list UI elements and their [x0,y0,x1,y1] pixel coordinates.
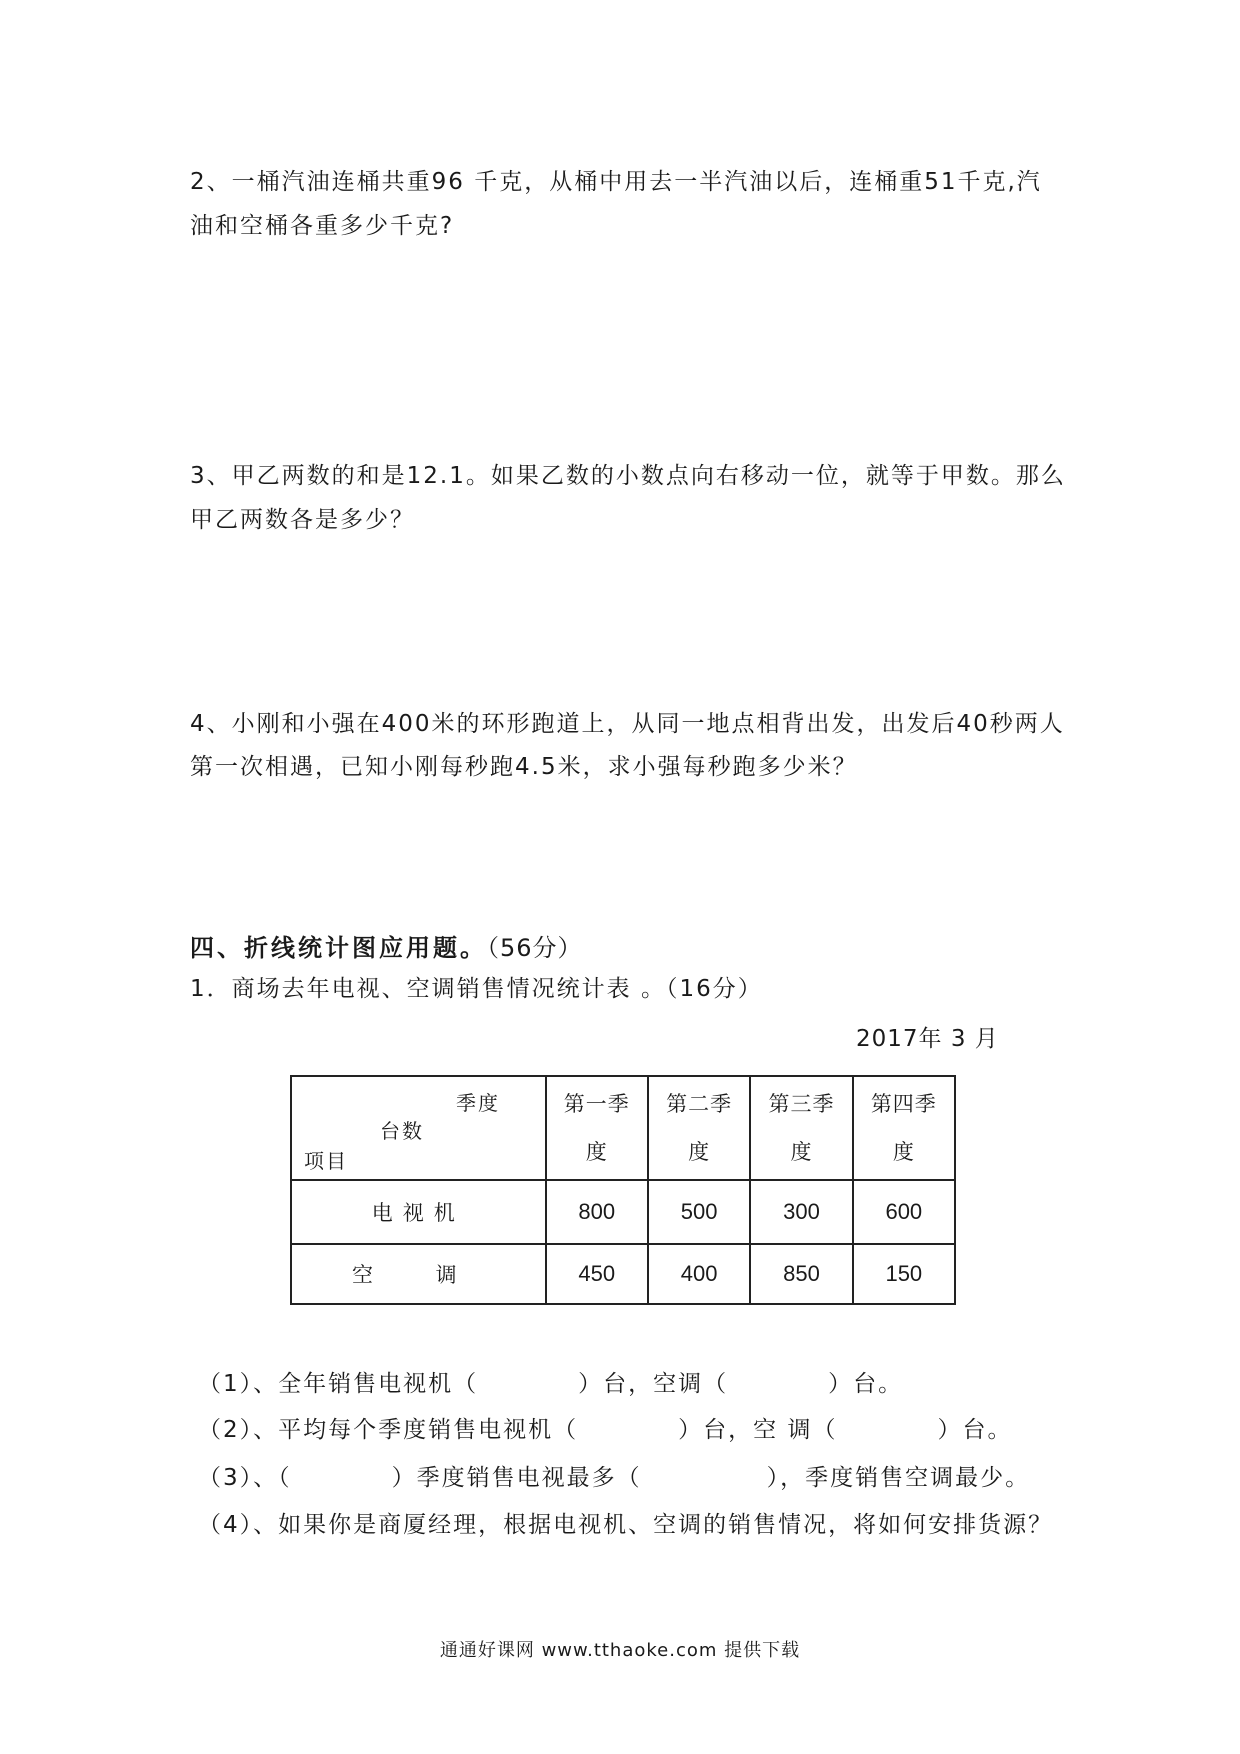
question-4-line-1: 4、小刚和小强在400米的环形跑道上，从同一地点相背出发，出发后40秒两人 [190,711,1065,737]
column-header-q4-line2: 度 [892,1140,915,1164]
header-season-label: 季度 [456,1091,500,1115]
question-3-line-2: 甲乙两数各是多少？ [190,507,415,533]
column-header-q4-line1: 第四季 [870,1092,937,1116]
table-date: 2017年 3 月 [856,1026,999,1052]
section-score: （56分） [487,934,583,962]
column-header-q1-line1: 第一季 [563,1092,630,1116]
section-title: 四、折线统计图应用题。 [190,934,487,962]
column-header-q3 [750,1076,852,1180]
table-row-ac [291,1244,955,1304]
subquestion-4: （4）、如果你是商厦经理，根据电视机、空调的销售情况，将如何安排货源？ [198,1512,1054,1538]
cell-tv-q4: 600 [853,1180,955,1244]
column-header-q3-line1: 第三季 [768,1092,835,1116]
column-header-q4 [853,1076,955,1180]
table-header-row [291,1076,955,1180]
table-row-tv [291,1180,955,1244]
cell-ac-q2: 400 [648,1244,750,1304]
question-3-line-1: 3、甲乙两数的和是12.1。如果乙数的小数点向右移动一位，就等于甲数。那么 [190,463,1066,489]
question-2-line-2: 油和空桶各重多少千克? [190,213,455,239]
problem-1-title: 1．商场去年电视、空调销售情况统计表 。（16分） [190,976,763,1002]
section-heading [190,928,583,963]
footer-credit: 通通好课网 www.tthaoke.com 提供下载 [439,1640,801,1661]
column-header-q1 [546,1076,648,1180]
subquestion-1: （1）、全年销售电视机（ ）台，空调（ ）台。 [198,1371,904,1397]
sales-table [290,1075,956,1305]
question-2-line-1: 2、一桶汽油连桶共重96 千克，从桶中用去一半汽油以后，连桶重51千克,汽 [190,169,1042,195]
cell-tv-q1: 800 [546,1180,648,1244]
column-header-q3-line2: 度 [790,1140,813,1164]
question-4-line-2: 第一次相遇，已知小刚每秒跑4.5米，求小强每秒跑多少米？ [190,754,858,780]
row-label-ac: 空 调 [291,1244,546,1304]
subquestion-3: （3）、（ ）季度销售电视最多（ ），季度销售空调最少。 [198,1465,1031,1491]
header-count-label: 台数 [380,1119,424,1143]
row-label-tv: 电视机 [291,1180,546,1244]
cell-ac-q3: 850 [750,1244,852,1304]
header-item-label: 项目 [304,1149,348,1173]
subquestion-2: （2）、平均每个季度销售电视机（ ）台，空 调（ ）台。 [198,1417,1013,1443]
column-header-q2-line2: 度 [688,1140,711,1164]
cell-tv-q2: 500 [648,1180,750,1244]
cell-ac-q1: 450 [546,1244,648,1304]
column-header-q2 [648,1076,750,1180]
cell-ac-q4: 150 [853,1244,955,1304]
column-header-q2-line1: 第二季 [666,1092,733,1116]
column-header-q1-line2: 度 [585,1140,608,1164]
cell-tv-q3: 300 [750,1180,852,1244]
header-corner-cell [291,1076,546,1180]
